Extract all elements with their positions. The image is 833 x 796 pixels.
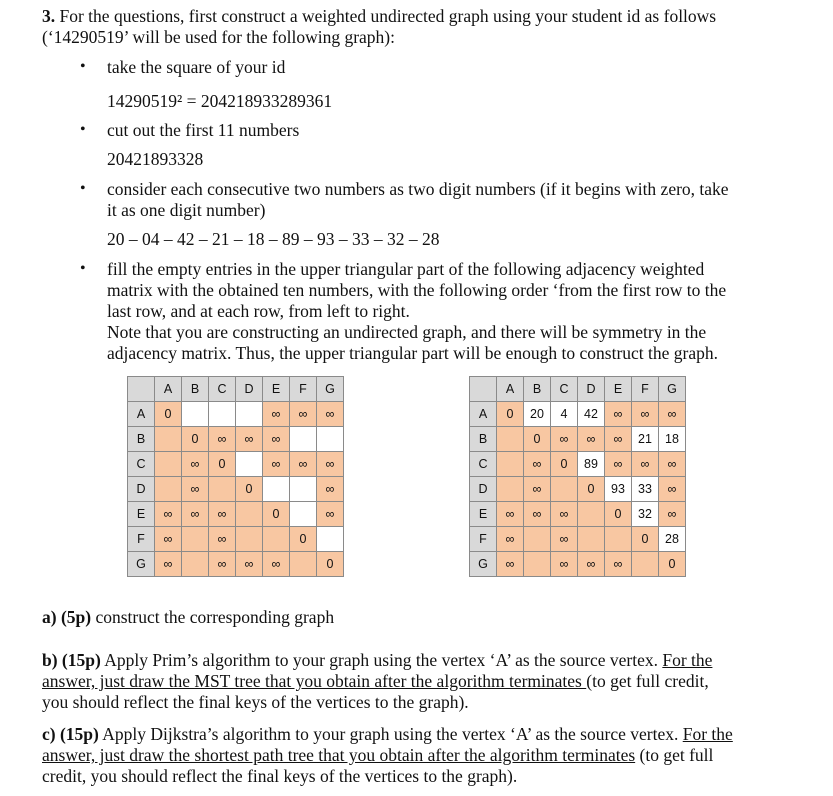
left-matrix-cell: ∞ <box>317 502 344 527</box>
right-matrix-cell <box>605 527 632 552</box>
right-matrix-col-header: F <box>632 377 659 402</box>
question-intro <box>42 6 716 48</box>
left-matrix-cell <box>290 477 317 502</box>
first-11-digits: 20421893328 <box>107 149 204 169</box>
right-matrix-row-header: E <box>470 502 497 527</box>
intro-line-2: (‘14290519’ will be used for the following graph): <box>42 27 395 47</box>
left-matrix-cell: ∞ <box>182 452 209 477</box>
square-equation: 14290519² = 204218933289361 <box>107 91 333 111</box>
bullet-dot-2: • <box>80 121 86 138</box>
right-matrix-col-header: G <box>659 377 686 402</box>
left-matrix-cell <box>236 452 263 477</box>
left-matrix-row-header: D <box>128 477 155 502</box>
left-matrix-row-header: E <box>128 502 155 527</box>
left-matrix-cell: ∞ <box>182 477 209 502</box>
left-matrix-cell: 0 <box>263 502 290 527</box>
number-pairs: 20 – 04 – 42 – 21 – 18 – 89 – 93 – 33 – 32 – 28 <box>107 229 440 249</box>
right-matrix-row-header: A <box>470 402 497 427</box>
bullet-2-text: cut out the first 11 numbers <box>107 120 300 140</box>
left-matrix-cell <box>236 502 263 527</box>
right-matrix-cell: ∞ <box>551 552 578 577</box>
left-matrix-cell <box>263 527 290 552</box>
right-matrix-col-header: B <box>524 377 551 402</box>
part-b-text-1: Apply Prim’s algorithm to your graph using the vertex ‘A’ as the source vertex. <box>100 650 663 670</box>
right-matrix-cell: ∞ <box>578 552 605 577</box>
right-matrix-cell <box>632 552 659 577</box>
left-matrix-cell <box>236 402 263 427</box>
left-matrix-cell <box>290 552 317 577</box>
bullet-4-line-1: fill the empty entries in the upper triangular part of the following adjacency weighted <box>107 259 705 279</box>
left-matrix-cell: 0 <box>236 477 263 502</box>
left-matrix-cell: ∞ <box>236 427 263 452</box>
left-matrix-cell <box>236 527 263 552</box>
left-matrix-cell: ∞ <box>263 427 290 452</box>
left-matrix-cell <box>290 427 317 452</box>
left-matrix-cell: ∞ <box>263 452 290 477</box>
left-matrix-row-header: B <box>128 427 155 452</box>
intro-line-1-text: For the questions, first construct a weighted undirected graph using your student id as follows <box>59 6 717 26</box>
bullet-4-line-5: adjacency matrix. Thus, the upper triangular part will be enough to construct the graph. <box>107 343 719 363</box>
right-matrix-cell: ∞ <box>551 502 578 527</box>
bullet-dot-1: • <box>80 58 86 75</box>
right-matrix-cell: 20 <box>524 402 551 427</box>
left-matrix-cell: 0 <box>182 427 209 452</box>
part-c <box>42 724 772 787</box>
right-matrix-cell: 0 <box>551 452 578 477</box>
left-matrix-cell <box>155 452 182 477</box>
bullet-dot-3: • <box>80 180 86 197</box>
right-matrix-cell: ∞ <box>632 452 659 477</box>
right-matrix-cell <box>524 527 551 552</box>
bullet-4-line-4: Note that you are constructing an undirected graph, and there will be symmetry in the <box>107 322 707 342</box>
right-matrix-cell <box>497 477 524 502</box>
right-matrix-cell: ∞ <box>659 477 686 502</box>
intro-line-1: 3. For the questions, first construct a weighted undirected graph using your student id as follows <box>42 6 717 26</box>
right-matrix-cell: 89 <box>578 452 605 477</box>
left-matrix-row-header: A <box>128 402 155 427</box>
left-matrix-row-header: C <box>128 452 155 477</box>
right-matrix-cell: ∞ <box>524 502 551 527</box>
part-c-label: c) (15p) <box>42 724 99 744</box>
right-matrix-cell: ∞ <box>551 527 578 552</box>
left-matrix-cell: ∞ <box>236 552 263 577</box>
right-matrix-cell <box>551 477 578 502</box>
left-matrix-cell: ∞ <box>263 402 290 427</box>
right-matrix-cell: ∞ <box>659 452 686 477</box>
left-matrix-corner <box>128 377 155 402</box>
right-matrix-col-header: D <box>578 377 605 402</box>
left-matrix-cell: 0 <box>155 402 182 427</box>
left-matrix-cell: 0 <box>209 452 236 477</box>
left-matrix-cell <box>290 502 317 527</box>
right-matrix-cell: ∞ <box>497 552 524 577</box>
left-matrix-cell: ∞ <box>209 427 236 452</box>
right-matrix-cell: 42 <box>578 402 605 427</box>
bullet-dot-4: • <box>80 260 86 277</box>
right-matrix-cell: 0 <box>659 552 686 577</box>
adjacency-matrix-filled <box>469 376 686 577</box>
right-matrix-row-header: C <box>470 452 497 477</box>
right-matrix-cell: ∞ <box>578 427 605 452</box>
right-matrix-cell: 0 <box>524 427 551 452</box>
left-matrix-cell <box>317 527 344 552</box>
left-matrix-cell: ∞ <box>263 552 290 577</box>
right-matrix-cell <box>497 452 524 477</box>
left-matrix-cell: ∞ <box>317 452 344 477</box>
part-c-underline-1: For the <box>682 724 733 744</box>
left-matrix-cell: 0 <box>317 552 344 577</box>
left-matrix-cell: ∞ <box>209 552 236 577</box>
left-matrix-row-header: G <box>128 552 155 577</box>
right-matrix-cell: ∞ <box>605 427 632 452</box>
left-matrix-cell: ∞ <box>155 502 182 527</box>
right-matrix-cell: 18 <box>659 427 686 452</box>
right-matrix-cell <box>497 427 524 452</box>
right-matrix-cell: ∞ <box>524 477 551 502</box>
right-matrix-row-header: D <box>470 477 497 502</box>
left-matrix-cell: ∞ <box>155 552 182 577</box>
left-matrix-col-header: E <box>263 377 290 402</box>
bullet-4-line-3: last row, and at each row, from left to right. <box>107 301 410 321</box>
left-matrix-cell <box>155 427 182 452</box>
part-c-text-1: Apply Dijkstra’s algorithm to your graph using the vertex ‘A’ as the source vertex. <box>98 724 683 744</box>
part-b-underline-2: answer, just draw the MST tree that you obtain after the algorithm terminates <box>42 671 587 691</box>
right-matrix-cell: 0 <box>578 477 605 502</box>
left-matrix-cell: ∞ <box>290 402 317 427</box>
part-b-text-2: (to get full credit, <box>586 671 709 691</box>
left-matrix-cell <box>209 477 236 502</box>
left-matrix-cell: ∞ <box>155 527 182 552</box>
left-matrix-cell: ∞ <box>182 502 209 527</box>
right-matrix-cell: 33 <box>632 477 659 502</box>
right-matrix-row-header: G <box>470 552 497 577</box>
bullet-3-text <box>107 179 767 221</box>
left-matrix-cell <box>182 402 209 427</box>
left-matrix-cell: ∞ <box>209 527 236 552</box>
right-matrix-cell: ∞ <box>605 402 632 427</box>
left-matrix-cell: ∞ <box>290 452 317 477</box>
right-matrix-cell: ∞ <box>497 502 524 527</box>
right-matrix-cell: 0 <box>605 502 632 527</box>
right-matrix-cell: 28 <box>659 527 686 552</box>
right-matrix-cell: ∞ <box>605 552 632 577</box>
part-c-line-3: credit, you should reflect the final keys of the vertices to the graph). <box>42 766 518 786</box>
left-matrix-col-header: B <box>182 377 209 402</box>
bullet-4-text <box>107 259 767 364</box>
left-matrix-col-header: A <box>155 377 182 402</box>
part-a-text: construct the corresponding graph <box>91 607 335 627</box>
right-matrix-cell: 32 <box>632 502 659 527</box>
part-a-label: a) (5p) <box>42 607 92 627</box>
right-matrix-cell <box>578 527 605 552</box>
left-matrix-cell: ∞ <box>209 502 236 527</box>
right-matrix-col-header: C <box>551 377 578 402</box>
left-matrix-col-header: F <box>290 377 317 402</box>
left-matrix-cell: 0 <box>290 527 317 552</box>
left-matrix-cell: ∞ <box>317 477 344 502</box>
left-matrix-row-header: F <box>128 527 155 552</box>
adjacency-matrix-template <box>127 376 344 577</box>
part-b-label: b) (15p) <box>42 650 101 670</box>
part-a <box>42 607 334 628</box>
part-b <box>42 650 772 713</box>
right-matrix-cell: ∞ <box>659 502 686 527</box>
right-matrix-col-header: A <box>497 377 524 402</box>
left-matrix-col-header: C <box>209 377 236 402</box>
right-matrix-cell: ∞ <box>632 402 659 427</box>
bullet-3-line-1: consider each consecutive two numbers as two digit numbers (if it begins with zero, take <box>107 179 729 199</box>
right-matrix-cell: 21 <box>632 427 659 452</box>
bullet-3-line-2: it as one digit number) <box>107 200 266 220</box>
right-matrix-cell: ∞ <box>605 452 632 477</box>
left-matrix-cell <box>182 527 209 552</box>
left-matrix-col-header: D <box>236 377 263 402</box>
right-matrix-row-header: F <box>470 527 497 552</box>
left-matrix-col-header: G <box>317 377 344 402</box>
right-matrix-cell: 0 <box>497 402 524 427</box>
part-b-underline-1: For the <box>662 650 713 670</box>
left-matrix-cell <box>317 427 344 452</box>
bullet-1-text: take the square of your id <box>107 57 286 77</box>
right-matrix-cell: 93 <box>605 477 632 502</box>
right-matrix-cell <box>578 502 605 527</box>
right-matrix-row-header: B <box>470 427 497 452</box>
left-matrix-cell: ∞ <box>317 402 344 427</box>
left-matrix-cell <box>182 552 209 577</box>
right-matrix-cell <box>524 552 551 577</box>
part-c-underline-2: answer, just draw the shortest path tree that you obtain after the algorithm terminates <box>42 745 636 765</box>
part-b-line-3: you should reflect the final keys of the vertices to the graph). <box>42 692 469 712</box>
left-matrix-cell <box>263 477 290 502</box>
bullet-4-line-2: matrix with the obtained ten numbers, with the following order ‘from the first row to the <box>107 280 727 300</box>
right-matrix-cell: ∞ <box>659 402 686 427</box>
right-matrix-cell: 0 <box>632 527 659 552</box>
left-matrix-cell <box>209 402 236 427</box>
right-matrix-cell: 4 <box>551 402 578 427</box>
right-matrix-cell: ∞ <box>497 527 524 552</box>
right-matrix-corner <box>470 377 497 402</box>
right-matrix-cell: ∞ <box>524 452 551 477</box>
right-matrix-cell: ∞ <box>551 427 578 452</box>
part-c-text-2: (to get full <box>635 745 714 765</box>
right-matrix-col-header: E <box>605 377 632 402</box>
left-matrix-cell <box>155 477 182 502</box>
